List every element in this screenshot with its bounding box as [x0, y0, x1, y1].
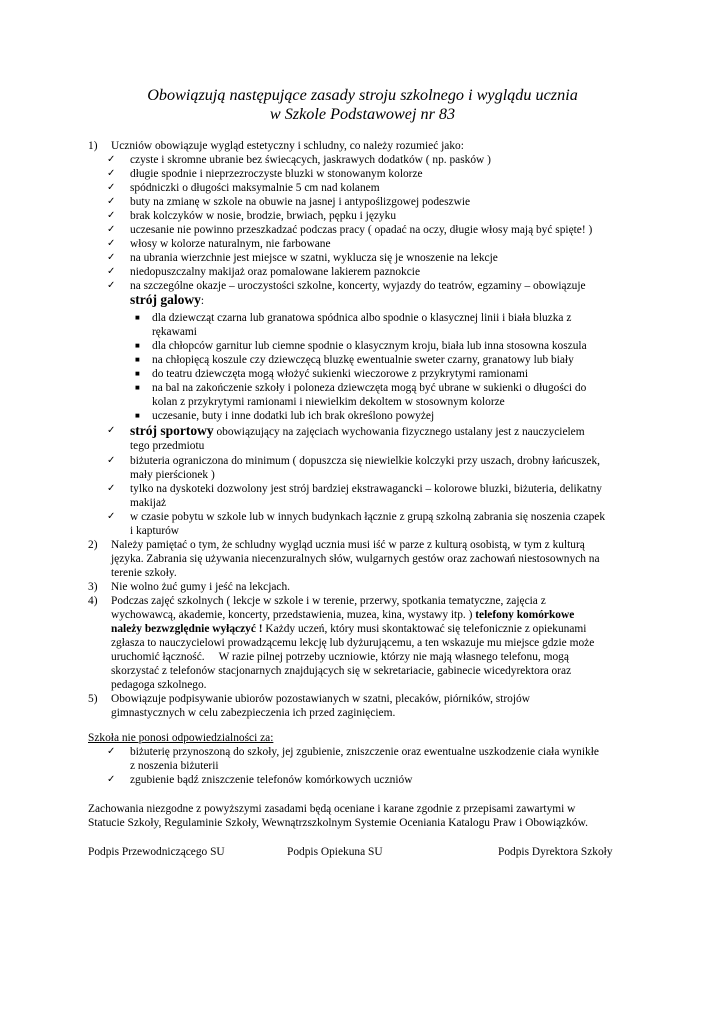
square-bullet-icon: ■: [135, 369, 140, 378]
check-icon: ✓: [107, 154, 116, 165]
square-bullet-icon: ■: [135, 313, 140, 322]
closing-line-1: Zachowania niezgodne z powyższymi zasadami będą oceniane i karane zgodnie z przepisami zawartymi w: [88, 803, 576, 815]
check-icon: ✓: [107, 266, 116, 277]
signature-opiekun: Podpis Opiekuna SU: [287, 846, 383, 858]
square-bullet-icon: ■: [135, 355, 140, 364]
section-number: 3): [88, 581, 98, 593]
check-icon: ✓: [107, 746, 116, 757]
check-icon: ✓: [107, 252, 116, 263]
title-line-1: Obowiązują następujące zasady stroju szkolnego i wyglądu ucznia: [147, 86, 578, 104]
document-page: Obowiązują następujące zasady stroju szkolnego i wyglądu ucznia w Szkole Podstawowej nr 83 1) Uczniów obowiązuje wygląd estetyczny i schludny, co należy rozumieć jako: ✓ czyste i skromne ubranie bez świecących, jaskrawych dodatków ( np. pasków ) ✓ długie spodnie i nieprzezroczyste bluzki w stonowanym kolorze ✓ spódniczki o długości maksymalnie 5 cm nad kolanem ✓ buty na zmianę w szkole na obuwie na jasnej i antypoślizgowej podeszwie ✓ brak kolczyków w nosie, brodzie, brwiach, pępku i języku ✓ uczesanie nie powinno przeszkadzać podczas pracy ( opadać na oczy, długie włosy mają być spięte! ) ✓ włosy w kolorze naturalnym, nie farbowane ✓ na ubrania wierzchnie jest miejsce w szatni, wyklucza się je wnoszenie na lekcje ✓ niedopuszczalny makijaż oraz pomalowane lakierem paznokcie ✓ na szczególne okazje – uroczystości szkolne, koncerty, wyjazdy do teatrów, egzaminy – obowiązuje strój galowy: ■ dla dziewcząt czarna lub granatowa spódnica albo spodnie o klasycznej linii i biała bluzka z rękawami ■ dla chłopców garnitur lub ciemne spodnie o klasycznym kroju, biała lub inna stosowna koszula ■ na chłopięcą koszule czy dziewczęcą bluzkę ewentualnie sweter czarny, granatowy lub biały ■ do teatru dziewczęta mogą włożyć sukienki wieczorowe z przykrytymi ramionami ■ na bal na zakończenie szkoły i poloneza dziewczęta mogą być ubrane w sukienki o długości do kolan z przykrytymi ramionami i niewielkim dekoltem w stosownym kolorze ■ uczesanie, buty i inne dodatki lub ich brak określono powyżej ✓ strój sportowy obowiązujący na zajęciach wychowania fizycznego ustalany jest z nauczycielem tego przedmiotu ✓ biżuteria ograniczona do minimum ( dopuszcza się niewielkie kolczyki przy uszach, drobny łańcuszek, mały pierścionek ) ✓ tylko na dyskoteki dozwolony jest strój bardziej ekstrawagancki – kolorowe bluzki, biżuteria, delikatny makijaż ✓ w czasie pobytu w szkole lub w innych budynkach łącznie z grupą szkolną zabrania się noszenia czapek i kapturów 2) Należy pamiętać o tym, że schludny wygląd ucznia musi iść w parze z kulturą osobistą, w tym z kulturą języka. Zabrania się używania niecenzuralnych słów, wulgarnych gestów oraz zachowań niestosownych na terenie szkoły. 3) Nie wolno żuć gumy i jeść na lekcjach. 4) Podczas zajęć szkolnych ( lekcje w szkole i w terenie, przerwy, spotkania tematyczne, zajęcia z wychowawcą, akademie, koncerty, przedstawienia, muzea, kina, wystawy itp. ) telefony komórkowe należy bezwzględnie wyłączyć ! Każdy uczeń, który musi skontaktować się telefonicznie z opiekunami zgłasza to nauczycielowi prowadzącemu lekcję lub dyżurującemu, a ten wskazuje mu miejsce gdzie może uruchomić łączność. W razie pilnej potrzeby uczniowie, którzy nie mają własnego telefonu, mogą skorzystać z telefonów stacjonarnych znajdujących się w sekretariacie, gabinecie wicedyrektora oraz pedagoga szkolnego. 5) Obowiązuje podpisywanie ubiorów pozostawianych w szatni, plecaków, piórników, strojów gimnastycznych w celu zabezpieczenia ich przed zaginięciem. Szkoła nie ponosi odpowiedzialności za: ✓ biżuterię przynoszoną do szkoły, jej zgubienie, zniszczenie oraz ewentualne uszkodzenie ciała wynikłe z noszenia biżuterii ✓ zgubienie bądź zniszczenie telefonów komórkowych uczniów Zachowania niezgodne z powyższymi zasadami będą oceniane i karane zgodnie z przepisami zawartymi w Statucie Szkoły, Regulaminie Szkoły, Wewnątrzszkolnym Systemie Oceniania Katalogu Praw i Obowiązków. Podpis Przewodniczącego SU Podpis Opiekuna SU Podpis Dyrektora Szkoły: [0, 0, 725, 1024]
square-bullet-icon: ■: [135, 411, 140, 420]
title-line-2: w Szkole Podstawowej nr 83: [269, 105, 456, 123]
check-icon: ✓: [107, 511, 116, 522]
check-icon: ✓: [107, 168, 116, 179]
signature-su: Podpis Przewodniczącego SU: [88, 846, 225, 858]
document-title: [0, 86, 725, 124]
stroj-galowy-heading: strój galowy:: [130, 292, 205, 307]
check-icon: ✓: [107, 774, 116, 785]
section-number: 1): [88, 140, 98, 152]
check-icon: ✓: [107, 224, 116, 235]
square-bullet-icon: ■: [135, 383, 140, 392]
section-number: 2): [88, 539, 98, 551]
check-icon: ✓: [107, 238, 116, 249]
square-bullet-icon: ■: [135, 341, 140, 350]
section-text: Uczniów obowiązuje wygląd estetyczny i schludny, co należy rozumieć jako:: [111, 140, 464, 152]
section-number: 5): [88, 693, 98, 705]
check-icon: ✓: [107, 425, 116, 436]
check-icon: ✓: [107, 196, 116, 207]
check-icon: ✓: [107, 182, 116, 193]
check-icon: ✓: [107, 483, 116, 494]
check-icon: ✓: [107, 210, 116, 221]
signature-dyrektor: Podpis Dyrektora Szkoły: [498, 846, 613, 858]
check-icon: ✓: [107, 280, 116, 291]
check-icon: ✓: [107, 455, 116, 466]
section-number: 4): [88, 595, 98, 607]
responsibility-heading: Szkoła nie ponosi odpowiedzialności za:: [88, 732, 274, 744]
closing-line-2: Statucie Szkoły, Regulaminie Szkoły, Wewnątrzszkolnym Systemie Oceniania Katalogu Praw i Obowiązków.: [88, 817, 588, 829]
